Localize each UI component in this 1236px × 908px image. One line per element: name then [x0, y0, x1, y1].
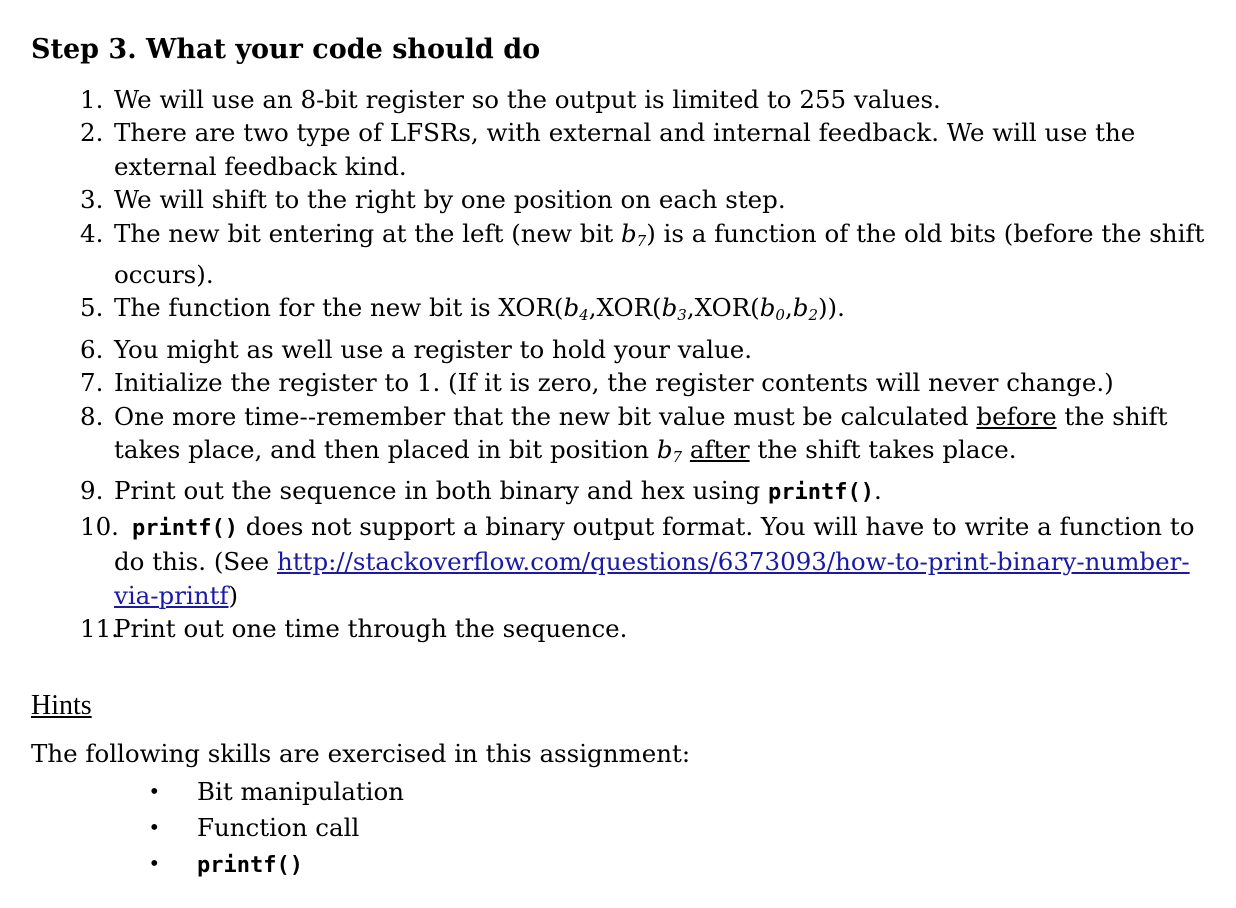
- steps-list: [80, 83, 1220, 646]
- skill-text: Function call: [197, 813, 360, 842]
- item-text: .: [873, 476, 882, 506]
- code-printf: printf(): [132, 515, 238, 541]
- hints-heading: Hints: [31, 690, 92, 721]
- item-text: One more time--remember that the new bit value must be calculated: [114, 401, 977, 431]
- list-item: [80, 366, 1220, 399]
- item-text: ): [228, 580, 239, 610]
- item-text: ,XOR(: [686, 293, 760, 323]
- item-text: the shift takes place.: [749, 435, 1017, 465]
- bit-variable: b: [792, 293, 809, 323]
- list-item: [80, 510, 1220, 612]
- bit-subscript: 3: [677, 306, 687, 325]
- item-text: The new bit entering at the left (new bit: [114, 218, 621, 248]
- item-number: 1.: [80, 85, 104, 114]
- stackoverflow-link[interactable]: http://stackoverflow.com/questions/6373093/how-to-print-binary-number-via-printf: [114, 547, 1190, 610]
- item-text: ,: [784, 293, 793, 323]
- item-text: You might as well use a register to hold your value.: [114, 334, 753, 364]
- list-item: [150, 810, 404, 846]
- item-text: We will shift to the right by one position on each step.: [114, 185, 786, 215]
- skills-list: [150, 774, 404, 884]
- item-text: ) is a function of the old bits (before the shift occurs).: [114, 218, 1205, 290]
- item-text: The function for the new bit is XOR(: [114, 293, 564, 323]
- item-number: 9.: [80, 476, 104, 506]
- list-item: [80, 474, 1220, 509]
- bit-subscript: 2: [808, 306, 818, 325]
- skill-code: printf(): [197, 853, 303, 878]
- list-item: [80, 183, 1220, 216]
- bullet-icon: •: [150, 850, 159, 877]
- item-number: 3.: [80, 185, 104, 215]
- skill-text: Bit manipulation: [197, 777, 405, 806]
- item-text: ,XOR(: [588, 293, 662, 323]
- item-number: 4.: [80, 218, 104, 248]
- list-item: [80, 116, 1220, 183]
- item-text: We will use an 8-bit register so the output is limited to 255 values.: [114, 85, 941, 114]
- emphasis-before: before: [976, 401, 1057, 431]
- hints-intro: The following skills are exercised in this assignment:: [31, 739, 691, 768]
- bit-variable: b: [620, 218, 637, 248]
- list-item: [80, 333, 1220, 366]
- bit-subscript: 4: [579, 306, 589, 325]
- bit-variable: b: [563, 293, 580, 323]
- list-item: [80, 612, 1220, 645]
- bit-subscript: 0: [775, 306, 785, 325]
- section-heading: Step 3. What your code should do: [31, 34, 541, 65]
- list-item: [150, 846, 404, 884]
- list-item: [80, 217, 1220, 292]
- item-text: the shift takes place, and then placed in bit position: [114, 401, 1168, 465]
- item-number: 5.: [80, 293, 104, 323]
- item-text: Print out one time through the sequence.: [114, 614, 628, 644]
- code-printf: printf(): [768, 480, 874, 506]
- item-number: 2.: [80, 118, 104, 148]
- item-number: 6.: [80, 334, 104, 364]
- item-number: 11.: [80, 614, 119, 644]
- item-number: 10.: [80, 511, 119, 541]
- bit-subscript: 7: [672, 448, 683, 467]
- list-item: [150, 774, 404, 810]
- list-item: [80, 291, 1220, 332]
- list-item: [80, 83, 1220, 116]
- bit-variable: b: [656, 435, 673, 465]
- bullet-icon: •: [150, 778, 159, 805]
- item-text: There are two type of LFSRs, with external and internal feedback. We will use the external feedback kind.: [114, 118, 1136, 181]
- bit-variable: b: [759, 293, 776, 323]
- list-item: [80, 400, 1220, 475]
- item-text: [682, 435, 690, 464]
- emphasis-after: after: [689, 435, 750, 465]
- item-text: does not support a binary output format. You will have to write a function to do this. (See: [114, 511, 1195, 577]
- item-number: 8.: [80, 401, 104, 431]
- item-text: )).: [818, 293, 845, 323]
- bit-subscript: 7: [636, 231, 647, 250]
- item-text: Print out the sequence in both binary and hex using: [114, 476, 769, 506]
- bullet-icon: •: [150, 814, 159, 841]
- bit-variable: b: [661, 293, 678, 323]
- item-text: Initialize the register to 1. (If it is zero, the register contents will never change.): [114, 368, 1114, 398]
- item-number: 7.: [80, 368, 104, 398]
